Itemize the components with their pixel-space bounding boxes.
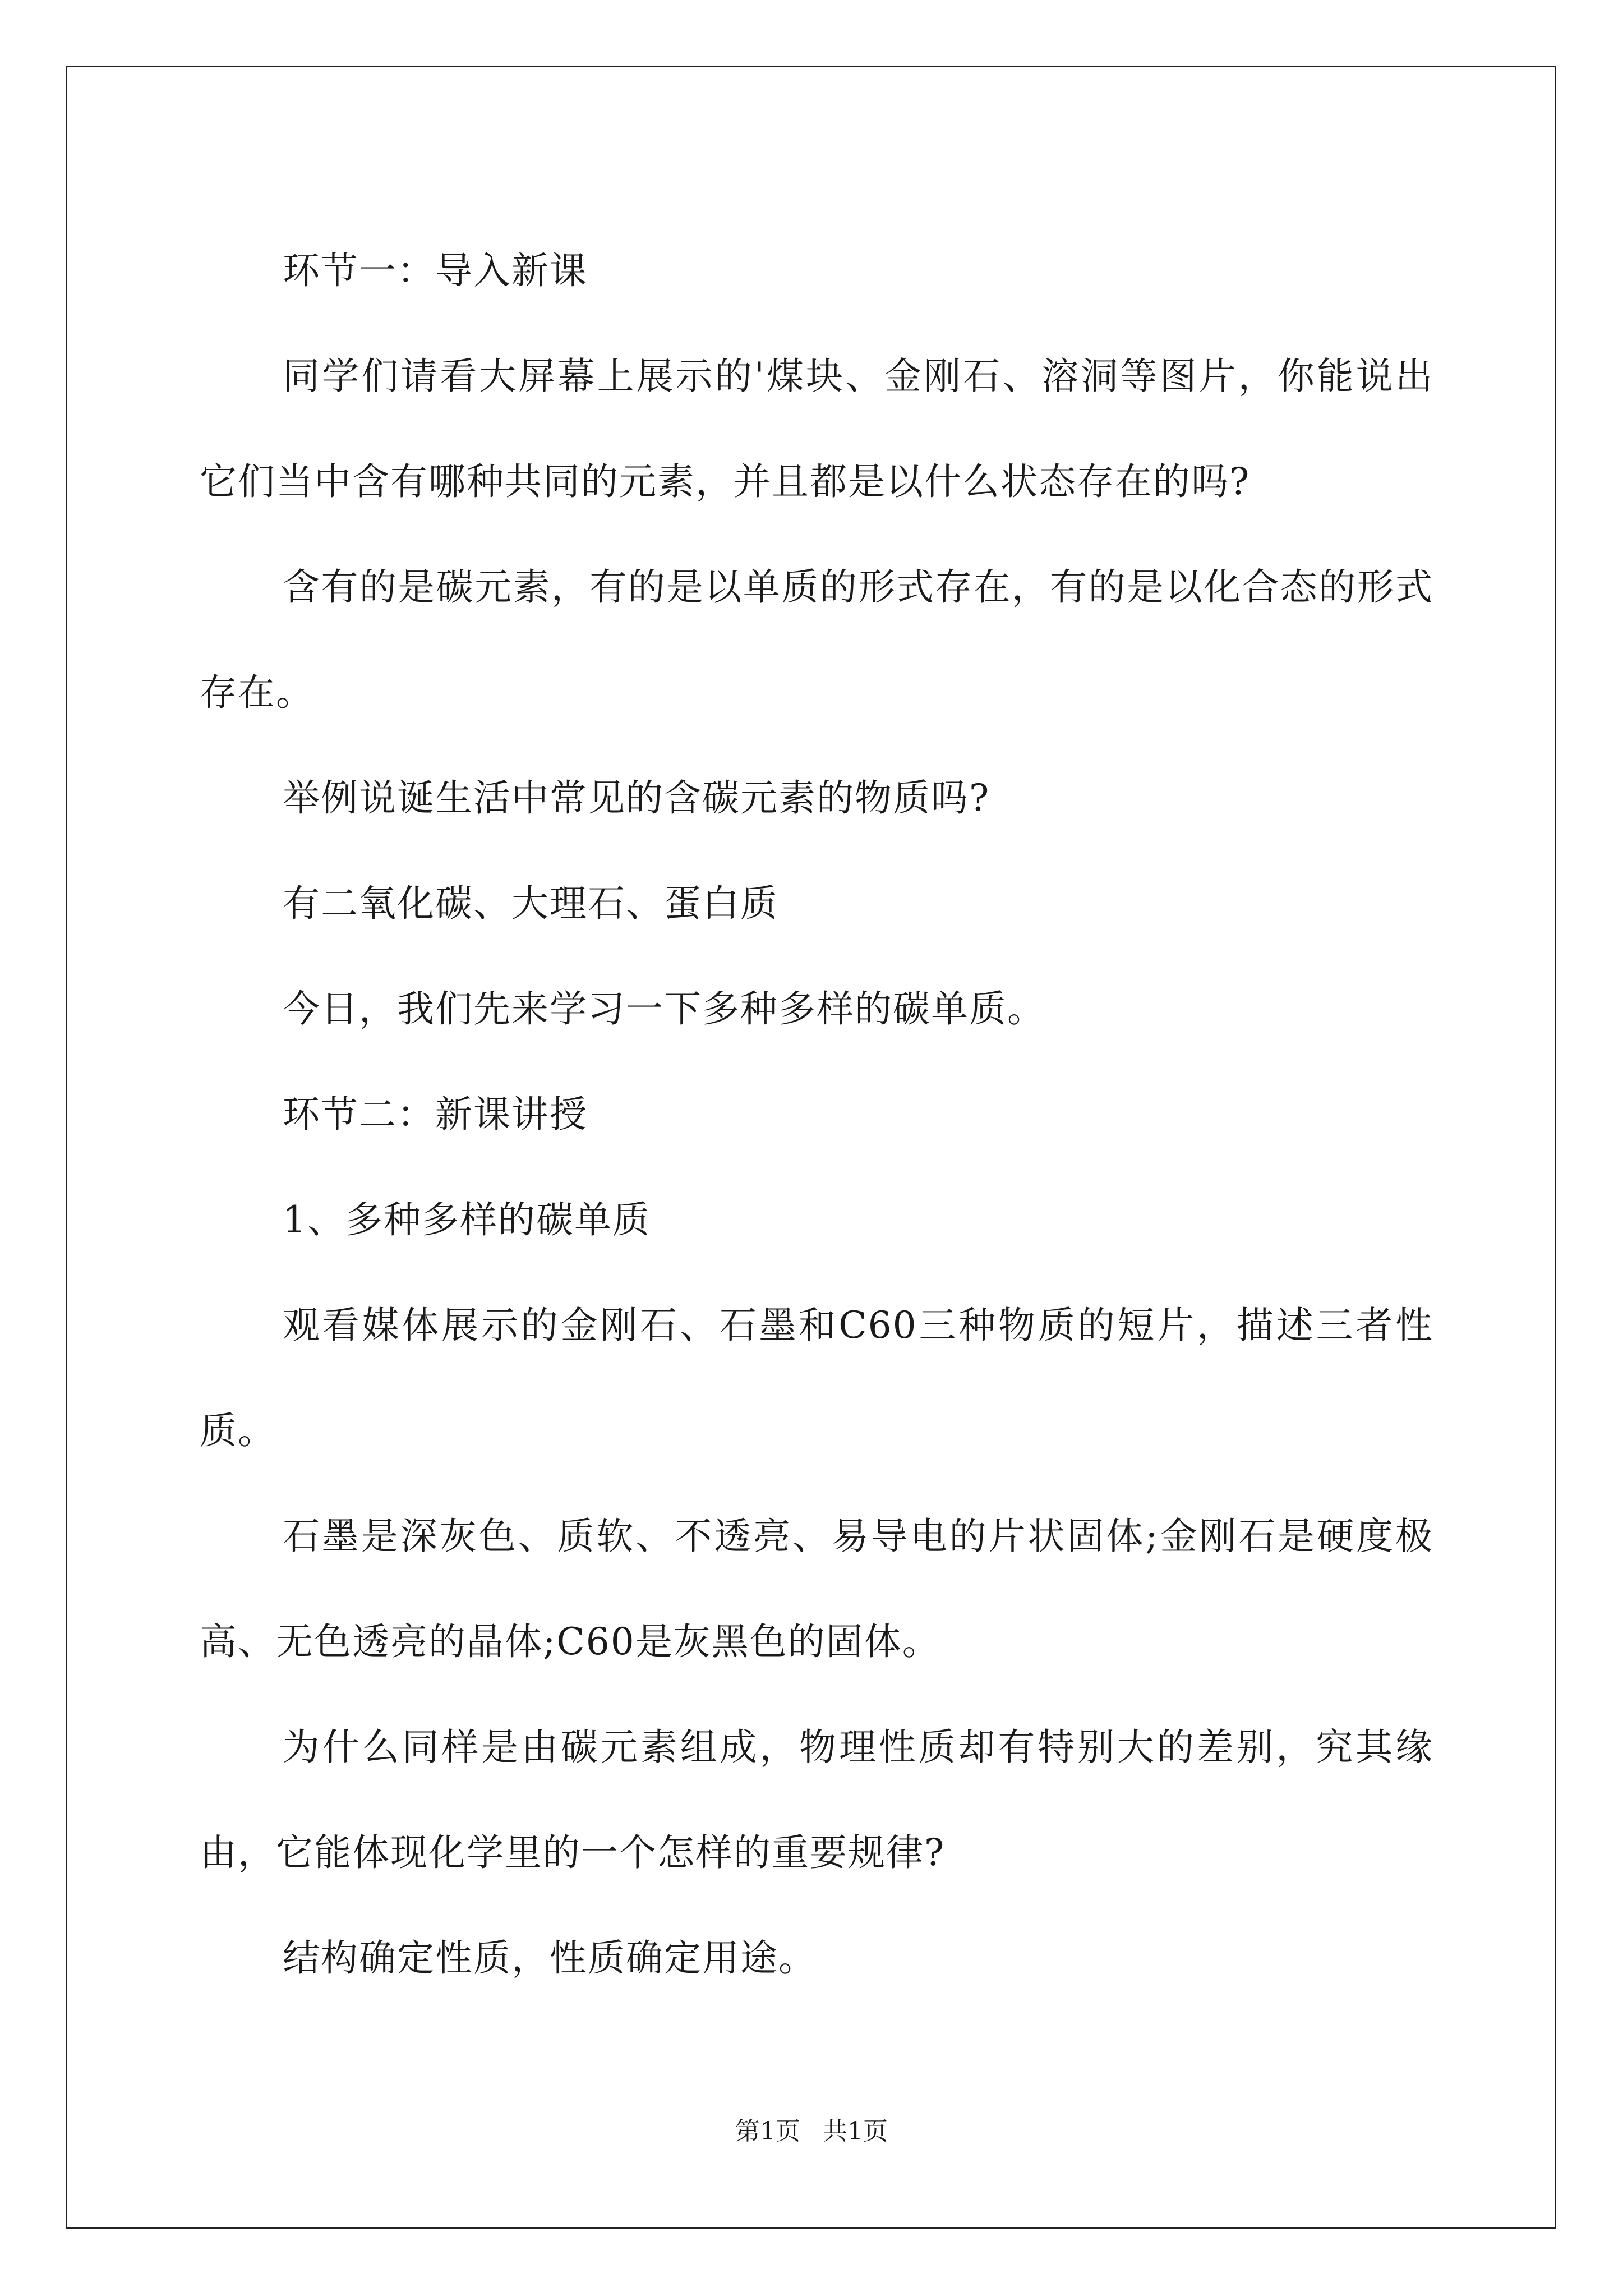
page-total: 共1页	[823, 2117, 888, 2146]
paragraph-rule-answer: 结构确定性质，性质确定用途。	[283, 1936, 817, 1980]
paragraph-properties-answer: 石墨是深灰色、质软、不透亮、易导电的片状固体;金刚石是硬度极高、无色透亮的晶体;C60是灰黑色的固体。	[200, 1515, 1433, 1663]
paragraph-reason-question: 为什么同样是由碳元素组成，物理性质却有特别大的差别，究其缘由，它能体现化学里的一个怎样的重要规律?	[200, 1726, 1433, 1874]
paragraph-video-task: 观看媒体展示的金刚石、石墨和C60三种物质的短片，描述三者性质。	[200, 1304, 1433, 1452]
paragraph-intro-question: 同学们请看大屏幕上展示的'煤块、金刚石、溶洞等图片，你能说出它们当中含有哪种共同的元素，并且都是以什么状态存在的吗?	[200, 355, 1433, 503]
paragraph-section-1-heading: 环节一：导入新课	[283, 249, 588, 292]
paragraph-today-topic: 今日，我们先来学习一下多种多样的碳单质。	[283, 987, 1045, 1030]
document-body	[200, 218, 1433, 2011]
page-footer	[0, 2111, 1623, 2147]
paragraph-intro-answer: 含有的是碳元素，有的是以单质的形式存在，有的是以化合态的形式存在。	[200, 565, 1433, 714]
paragraph-example-question: 举例说诞生活中常见的含碳元素的物质吗?	[283, 776, 990, 820]
paragraph-subsection-1-heading: 1、多种多样的碳单质	[283, 1198, 651, 1241]
paragraph-example-answer: 有二氧化碳、大理石、蛋白质	[283, 882, 778, 925]
page-number: 第1页	[735, 2117, 800, 2146]
paragraph-section-2-heading: 环节二：新课讲授	[283, 1093, 588, 1136]
